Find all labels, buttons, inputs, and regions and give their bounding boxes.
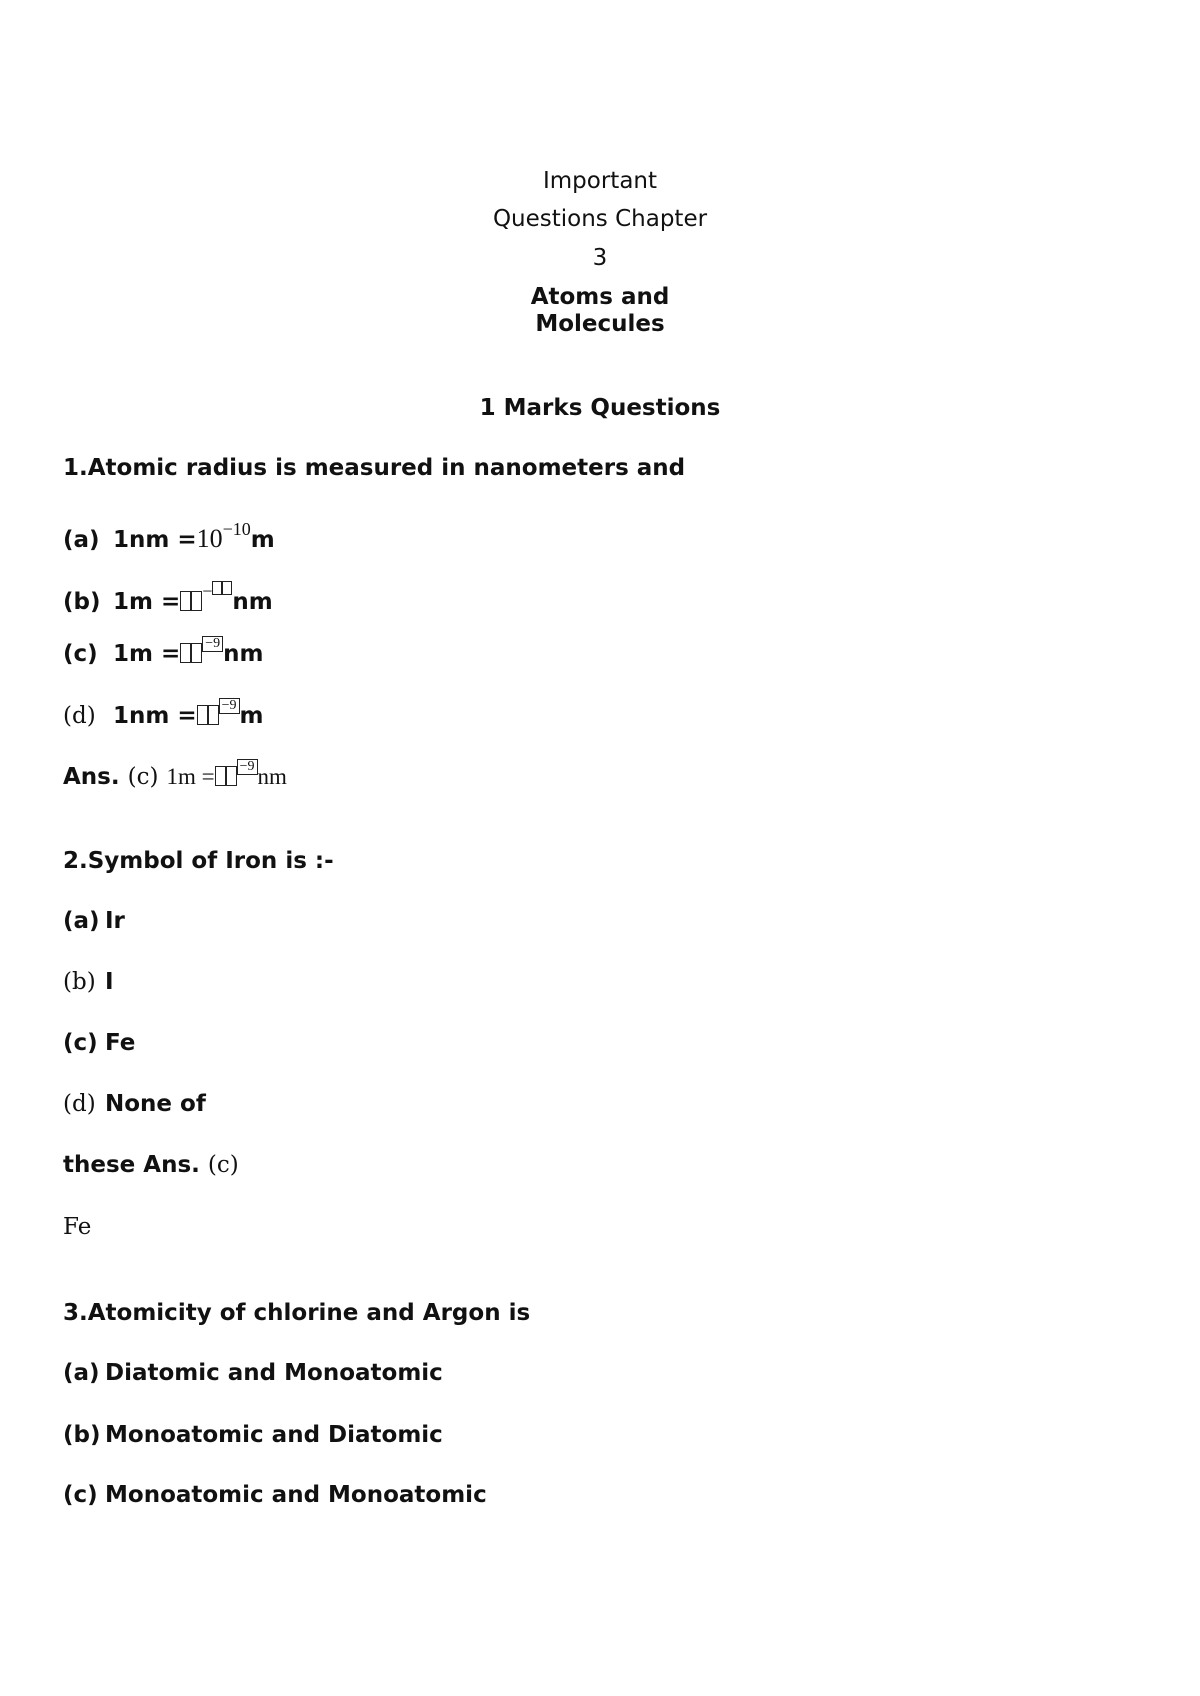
missing-glyph-icon [215, 766, 226, 786]
q1-c-unit: nm [223, 641, 264, 667]
missing-glyph-icon [212, 581, 222, 595]
q3-c-label: (c) [63, 1482, 98, 1508]
q1-b-unit: nm [232, 589, 273, 615]
q1-d-text: 1nm = [113, 703, 197, 729]
q1-answer [63, 759, 287, 792]
q2-b-label: (b) [63, 969, 96, 995]
q3-c-text: Monoatomic and Monoatomic [105, 1482, 487, 1508]
q1-answer-choice: (c) [127, 764, 159, 790]
q2-answer-label: Ans. [143, 1152, 200, 1178]
missing-glyph-icon [180, 643, 191, 663]
missing-glyph-icon [222, 581, 232, 595]
q1-answer-label: Ans. [63, 764, 120, 790]
q1-d-unit: m [239, 703, 264, 729]
q1-option-c [63, 636, 264, 669]
q1-b-label: (b) [63, 589, 101, 615]
q1-question: 1.Atomic radius is measured in nanometers and [63, 455, 686, 481]
q2-d-label: (d) [63, 1091, 96, 1117]
q1-a-number: 10 [196, 524, 223, 553]
title-line-molecules: Molecules [535, 311, 665, 337]
q3-b-text: Monoatomic and Diatomic [105, 1422, 443, 1448]
q1-d-label: (d) [63, 703, 96, 729]
q3-a-label: (a) [63, 1360, 100, 1386]
q1-option-a [63, 514, 275, 555]
q2-answer [63, 1150, 239, 1180]
q2-d-continuation: these [63, 1152, 136, 1178]
missing-glyph-icon [208, 705, 219, 725]
title-line-important: Important [542, 168, 658, 194]
q3-question: 3.Atomicity of chlorine and Argon is [63, 1300, 531, 1326]
q2-option-a [63, 906, 125, 936]
q1-b-exponent-sign: − [202, 581, 213, 601]
q2-answer-text: Fe [63, 1214, 92, 1240]
q2-answer-choice: (c) [207, 1152, 239, 1178]
q1-answer-exponent: −9 [237, 759, 258, 775]
q1-answer-text: 1m = [166, 764, 215, 789]
title-chapter-number: 3 [592, 245, 608, 271]
q1-answer-unit: nm [257, 764, 287, 789]
q1-c-text: 1m = [113, 641, 181, 667]
missing-glyph-icon [191, 591, 202, 611]
q2-a-text: Ir [105, 908, 125, 934]
q3-a-text: Diatomic and Monoatomic [105, 1360, 443, 1386]
q1-d-exponent: −9 [219, 698, 240, 714]
q2-b-text: I [105, 969, 114, 995]
q2-question: 2.Symbol of Iron is :- [63, 848, 334, 874]
q2-a-label: (a) [63, 908, 100, 934]
q2-c-label: (c) [63, 1030, 98, 1056]
title-line-atoms-and: Atoms and [530, 284, 670, 310]
q1-option-d [63, 698, 264, 731]
title-line-questions-chapter: Questions Chapter [492, 206, 708, 232]
q1-a-unit: m [250, 527, 275, 553]
missing-glyph-icon [226, 766, 237, 786]
q3-option-c [63, 1480, 487, 1510]
q3-b-label: (b) [63, 1422, 101, 1448]
q1-c-exponent: −9 [202, 636, 223, 652]
q1-c-label: (c) [63, 641, 98, 667]
missing-glyph-icon [180, 591, 191, 611]
q1-a-text: 1nm = [113, 527, 197, 553]
section-heading: 1 Marks Questions [479, 395, 721, 421]
q2-c-text: Fe [105, 1030, 136, 1056]
q1-b-text: 1m = [113, 589, 181, 615]
q2-option-d [63, 1089, 206, 1119]
q1-option-b [63, 576, 273, 617]
missing-glyph-icon [197, 705, 208, 725]
q2-option-b [63, 967, 114, 997]
q1-a-exponent: −10 [222, 519, 251, 539]
q2-d-text: None of [105, 1091, 206, 1117]
q3-option-a [63, 1358, 443, 1388]
q1-a-label: (a) [63, 527, 100, 553]
q2-option-c [63, 1028, 135, 1058]
q3-option-b [63, 1420, 443, 1450]
missing-glyph-icon [191, 643, 202, 663]
